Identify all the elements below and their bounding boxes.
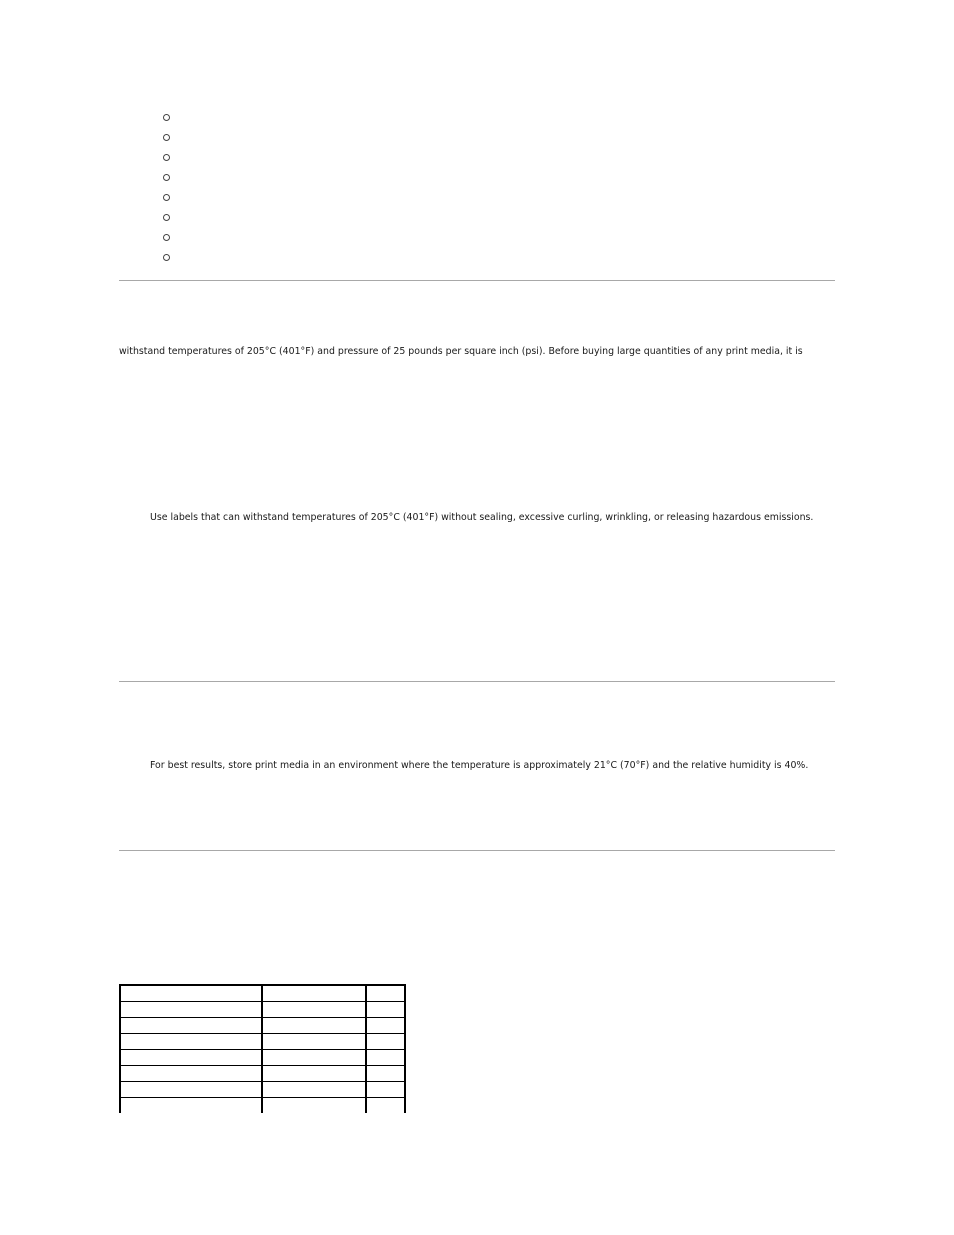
table-row <box>120 1098 405 1114</box>
list-bullet <box>163 154 170 161</box>
list-bullet <box>163 174 170 181</box>
table-row <box>120 1034 405 1050</box>
list-bullet <box>163 214 170 221</box>
list-bullet <box>163 194 170 201</box>
section-divider <box>119 280 835 281</box>
section-divider <box>119 850 835 851</box>
list-bullet <box>163 234 170 241</box>
labels-note-text: Use labels that can withstand temperatures of 205°C (401°F) without sealing, excessive curling, wrinkling, or releasing hazardous emissions. <box>150 512 814 523</box>
table-row <box>120 985 405 1002</box>
table-row <box>120 1082 405 1098</box>
table-row <box>120 1066 405 1082</box>
list-bullet <box>163 254 170 261</box>
media-table <box>119 984 406 1113</box>
storage-note-text: For best results, store print media in an environment where the temperature is approximately 21°C (70°F) and the relative humidity is 40%. <box>150 760 809 771</box>
table-row <box>120 1050 405 1066</box>
media-guidelines-text: withstand temperatures of 205°C (401°F) and pressure of 25 pounds per square inch (psi). Before buying large quantities of any print media, it is <box>119 346 803 357</box>
section-divider <box>119 681 835 682</box>
list-bullet <box>163 114 170 121</box>
table-row <box>120 1018 405 1034</box>
list-bullet <box>163 134 170 141</box>
table-row <box>120 1002 405 1018</box>
